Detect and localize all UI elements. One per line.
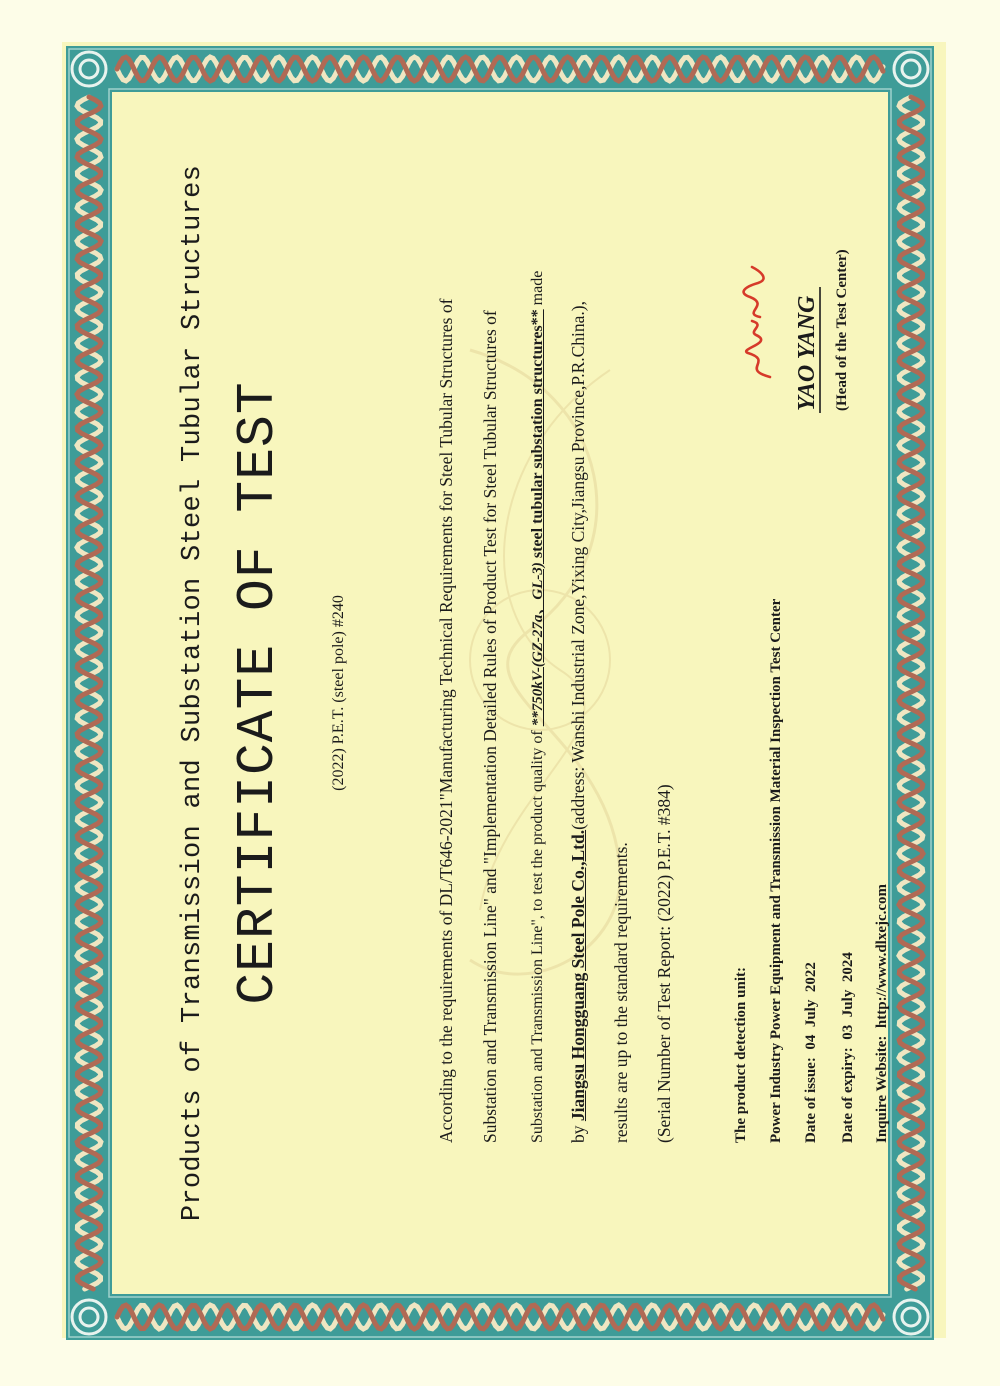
body-line-1: According to the requirements of DL/T646-2021"Manufacturing Technical Requirements for Steel Tubular Structures of — [436, 298, 456, 1143]
printed-signature-name — [784, 285, 832, 415]
issue-date-row — [803, 962, 820, 1143]
signature-text: YAO YANG — [794, 295, 820, 411]
product-code: **750kV-(GZ-27a、GL-3) — [530, 562, 546, 727]
body-line-5: results are up to the standard requirements. — [611, 842, 631, 1143]
product-name: steel tubular substation structures** — [529, 309, 546, 563]
website-row — [874, 884, 891, 1143]
issue-date-label: Date of issue: — [803, 1057, 819, 1143]
header-title: Products of Transmission and Substation Steel Tubular Structures — [178, 164, 208, 1222]
signatory-role: (Head of the Test Center) — [834, 249, 850, 411]
certificate-title: CERTIFICATE OF TEST — [228, 381, 288, 1005]
expiry-date-row — [840, 952, 857, 1143]
manufacturer-name: Jiangsu Hongguang Steel Pole Co.,Ltd. — [568, 829, 588, 1122]
body-line-4 — [568, 301, 589, 1143]
detection-unit-name: Power Industry Power Equipment and Transmission Material Inspection Test Center — [768, 598, 784, 1143]
expiry-date-value: 03 July 2024 — [840, 952, 856, 1040]
red-handwritten-signature — [730, 263, 782, 383]
body-line-3 — [526, 271, 547, 1143]
website-label: Inquire Website: — [874, 1035, 890, 1143]
issue-date-value: 04 July 2022 — [803, 962, 819, 1050]
body-line-3-end: made — [529, 270, 546, 310]
body-line-3-text: Substation and Transmission Line", to test the product quality of — [529, 726, 546, 1143]
certificate-number: (2022) P.E.T. (steel pole) #240 — [330, 595, 347, 791]
expiry-date-label: Date of expiry: — [840, 1047, 856, 1143]
certificate-content — [108, 95, 892, 1291]
body-line-2: Substation and Transmission Line" and "Implementation Detailed Rules of Product Test for Steel Tubular Structures of — [480, 310, 500, 1143]
test-report-serial: (Serial Number of Test Report: (2022) P.E.T. #384) — [654, 784, 674, 1143]
website-url[interactable]: http://www.dlxejc.com — [874, 883, 890, 1029]
manufacturer-address: (address: Wanshi Industrial Zone,Yixing City,Jiangsu Province,P.R.China.), — [568, 300, 588, 830]
detection-unit-label: The product detection unit: — [733, 967, 749, 1143]
body-line-4-text: by — [568, 1121, 588, 1143]
